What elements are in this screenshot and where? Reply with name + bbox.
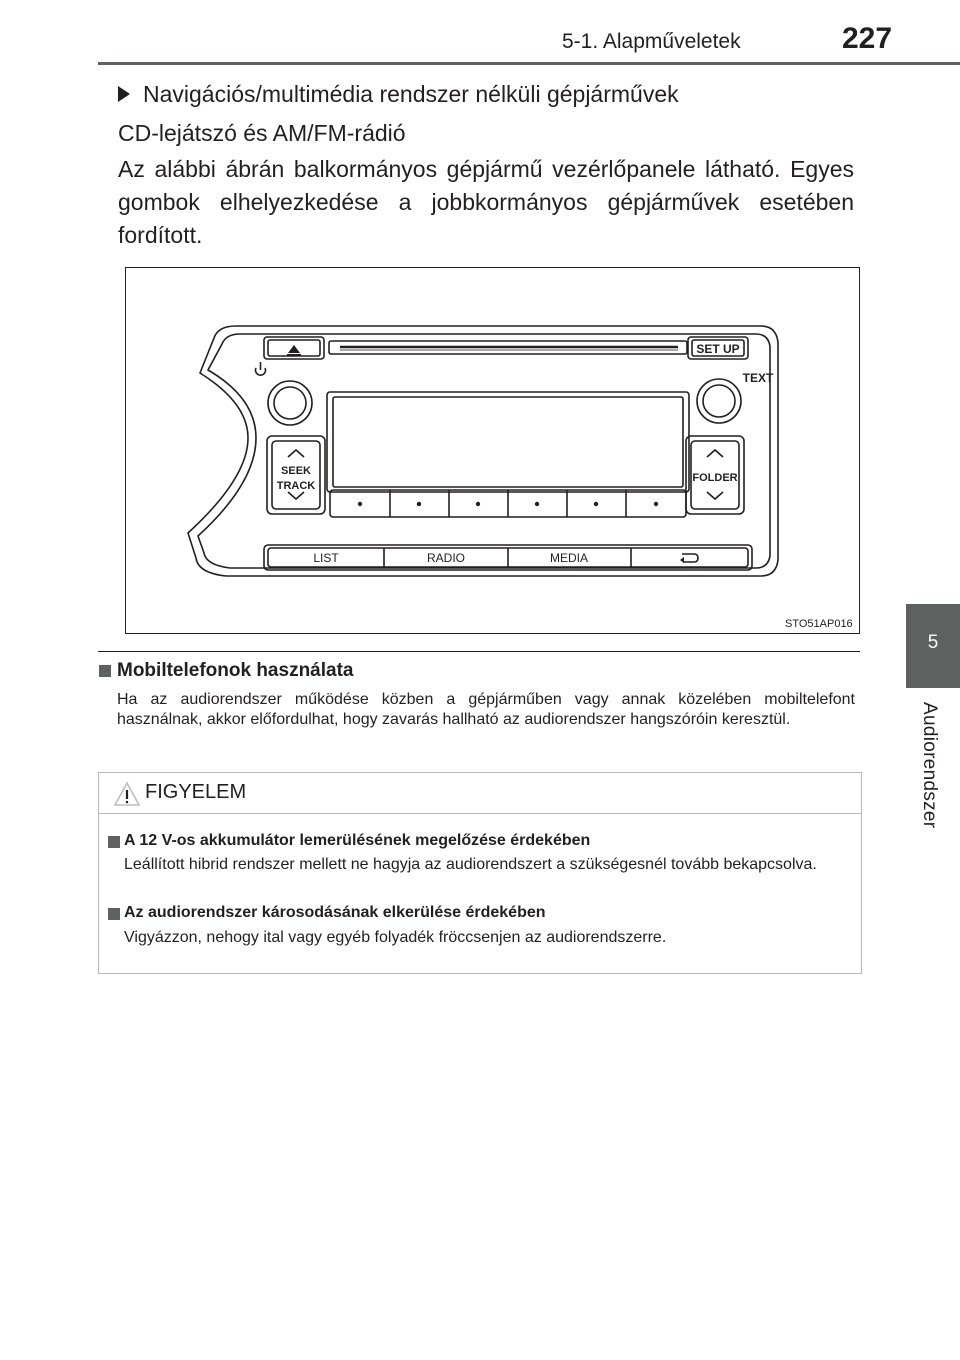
header-rule [98, 62, 960, 65]
content-subheading: CD-lejátszó és AM/FM-rádió [118, 120, 406, 146]
content-heading: Navigációs/multimédia rendszer nélküli gépjárművek [143, 81, 679, 107]
header-section-title: 5-1. Alapműveletek [562, 30, 741, 53]
square-bullet-icon [99, 665, 111, 677]
square-bullet-icon [108, 908, 120, 920]
square-bullet-icon [108, 836, 120, 848]
radio-label: RADIO [426, 551, 466, 565]
content-paragraph: Az alábbi ábrán balkormányos gépjármű vezérlőpanele látható. Egyes gombok elhelyezkedése a jobbkormányos gépjárművek esetében fordított. [118, 156, 854, 248]
seek-label: SEEK [281, 465, 311, 477]
warning-header-divider [98, 813, 862, 814]
warning-item-title: A 12 V-os akkumulátor lemerülésének megelőzése érdekében [124, 832, 591, 849]
chapter-tab-label: Audiorendszer [919, 702, 940, 829]
text-label: TEXT [742, 371, 774, 385]
warning-title: FIGYELEM [145, 781, 247, 803]
section-body: Ha az audiorendszer működése közben a gépjárműben vagy annak közelében mobiltelefont használnak, akkor előfordulhat, hogy zavarás hallható az audiorendszer hangszóróin keresztül. [117, 691, 855, 728]
chapter-tab-number: 5 [927, 632, 939, 653]
control-panel-illustration [126, 268, 859, 633]
folder-label: FOLDER [692, 472, 738, 484]
setup-label: SET UP [696, 342, 740, 356]
warning-triangle-icon [113, 781, 141, 807]
control-panel-figure [125, 267, 860, 634]
warning-item-title: Az audiorendszer károsodásának elkerülése érdekében [124, 904, 546, 921]
warning-item-body: Leállított hibrid rendszer mellett ne hagyja az audiorendszert a szükségesnél tovább bekapcsolva. [124, 856, 817, 873]
section-title: Mobiltelefonok használata [117, 660, 354, 681]
figure-code: STO51AP016 [785, 618, 853, 630]
section-rule [98, 651, 860, 652]
triangle-bullet-icon [118, 86, 130, 102]
warning-item-body: Vigyázzon, nehogy ital vagy egyéb folyadék fröccsenjen az audiorendszerre. [124, 929, 667, 946]
list-label: LIST [313, 551, 339, 565]
media-label: MEDIA [549, 551, 589, 565]
page-number: 227 [842, 22, 893, 55]
track-label: TRACK [276, 480, 316, 492]
